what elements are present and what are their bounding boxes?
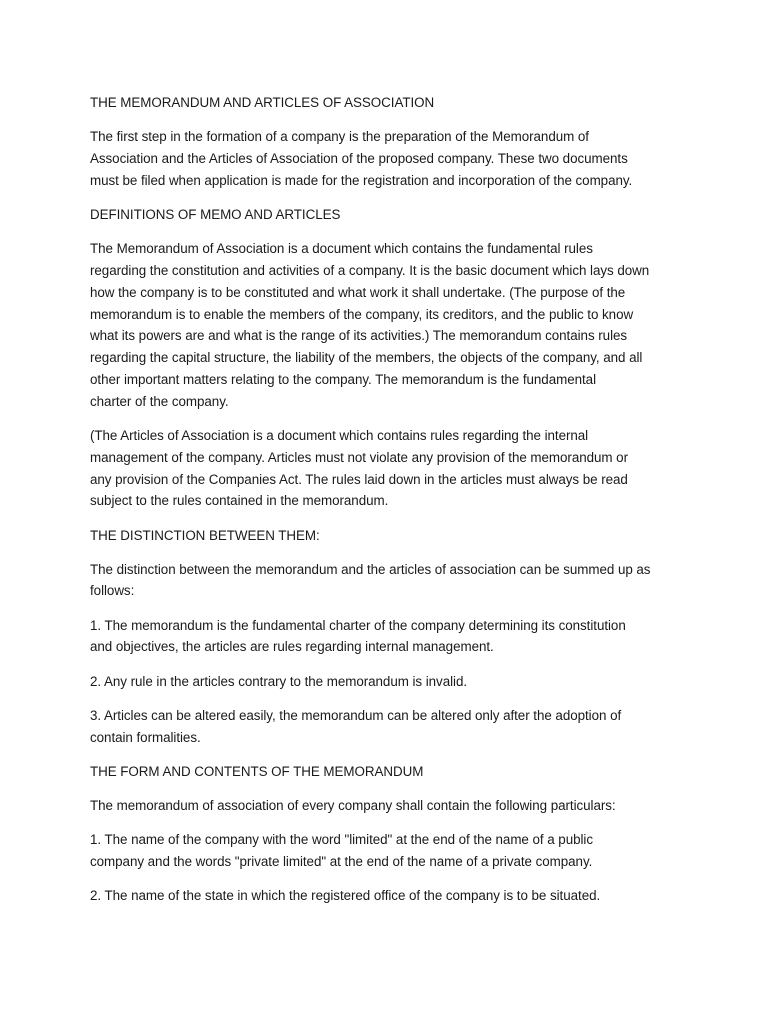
document-page: [90, 92, 690, 919]
form-contents-heading: THE FORM AND CONTENTS OF THE MEMORANDUM: [90, 763, 424, 779]
distinction-heading: THE DISTINCTION BETWEEN THEM:: [90, 527, 320, 543]
form-contents-point: 1. The name of the company with the word "limited" at the end of the name of a public company and the words "private limited" at the end of the name of a private company.: [90, 832, 593, 869]
distinction-point: 3. Articles can be altered easily, the memorandum can be altered only after the adoption of contain formalities.: [90, 707, 622, 745]
distinction-point: 2. Any rule in the articles contrary to the memorandum is invalid.: [90, 673, 468, 689]
distinction-point: 1. The memorandum is the fundamental charter of the company determining its constitution and objectives, the articles are rules regarding internal management.: [90, 617, 626, 655]
distinction-intro-paragraph: The distinction between the memorandum and the articles of association can be summed up as follows:: [90, 561, 651, 599]
articles-definition-paragraph: (The Articles of Association is a document which contains rules regarding the internal management of the company. Articles must not violate any provision of the memorandum or any provision of the Companies Act. The rules laid down in the articles must always be read subject to the rules contained in the memorandum.: [90, 427, 628, 509]
form-contents-point: 2. The name of the state in which the registered office of the company is to be situated.: [90, 888, 601, 904]
form-contents-intro-paragraph: The memorandum of association of every company shall contain the following particulars:: [90, 798, 616, 814]
document-title: THE MEMORANDUM AND ARTICLES OF ASSOCIATION: [90, 95, 435, 110]
intro-paragraph: The first step in the formation of a company is the preparation of the Memorandum of Association and the Articles of Association of the proposed company. These two documents must be filed when application is made for the registration and incorporation of the company.: [90, 129, 633, 188]
memorandum-definition-paragraph: The Memorandum of Association is a document which contains the fundamental rules regarding the constitution and activities of a company. It is the basic document which lays down how the company is to be constituted and what work it shall undertake. (The purpose of the memorandum is to enable the members of the company, its creditors, and the public to know what its powers are and what is the range of its activities.) The memorandum contains rules regarding the capital structure, the liability of the members, the objects of the company, and all other important matters relating to the company. The memorandum is the fundamental charter of the company.: [90, 241, 650, 409]
definitions-heading: DEFINITIONS OF MEMO AND ARTICLES: [90, 206, 341, 222]
